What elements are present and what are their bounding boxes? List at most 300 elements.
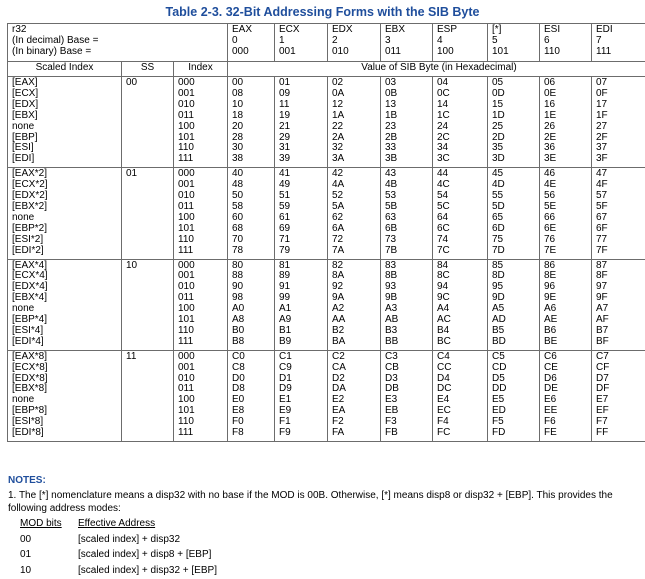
- sib-hex-value: 23: [385, 120, 397, 132]
- col-value-header: Value of SIB Byte (in Hexadecimal): [228, 62, 645, 77]
- scaled-index-value: [EBP*4]: [12, 314, 48, 326]
- base-header-0: [228, 24, 275, 62]
- sib-value-cell: [540, 259, 592, 350]
- sib-hex-value: C4: [437, 350, 450, 362]
- sib-hex-value: 33: [385, 142, 397, 154]
- sib-hex-value: F6: [544, 416, 556, 428]
- scaled-index-value: [EDI*4]: [12, 335, 44, 347]
- index-value: 110: [178, 324, 194, 336]
- base-reg: ESP: [437, 24, 458, 35]
- sib-hex-value: 3E: [544, 153, 557, 165]
- sib-hex-value: 5E: [544, 200, 557, 212]
- ss-cell: [122, 259, 174, 350]
- note-1: 1. The [*] nomenclature means a disp32 with no base if the MOD is 00B. Otherwise, [*] means disp8 or disp32 + [EBP]. This provides the following address modes:: [8, 490, 613, 514]
- base-dec: 7: [596, 34, 602, 46]
- scaled-index-value: [ECX*4]: [12, 270, 48, 282]
- notes-heading: NOTES:: [8, 475, 46, 486]
- sib-hex-value: D7: [596, 372, 609, 384]
- scaled-index-value: [EDI*2]: [12, 244, 44, 256]
- base-header-1: [275, 24, 328, 62]
- scaled-index-value: [ECX*2]: [12, 179, 48, 191]
- sib-hex-value: 0E: [544, 87, 557, 99]
- scaled-index-value: [EAX*2]: [12, 168, 48, 180]
- scaled-index-cell: [8, 77, 122, 168]
- sib-value-cell: [328, 77, 381, 168]
- sib-value-cell: [228, 350, 275, 441]
- sib-hex-value: AE: [544, 314, 558, 326]
- sib-hex-value: 73: [385, 233, 397, 245]
- sib-hex-value: 82: [332, 259, 344, 271]
- sib-hex-value: B2: [332, 324, 345, 336]
- sib-value-cell: [381, 77, 433, 168]
- sib-hex-value: 8F: [596, 270, 608, 282]
- sib-hex-value: 9A: [332, 292, 345, 304]
- sib-hex-value: 10: [232, 98, 244, 110]
- sib-hex-value: 80: [232, 259, 244, 271]
- sib-hex-value: 00: [232, 77, 244, 88]
- index-value: 011: [178, 383, 194, 395]
- sib-hex-value: B9: [279, 335, 292, 347]
- sib-hex-value: C2: [332, 350, 345, 362]
- sib-hex-value: 4B: [385, 179, 398, 191]
- sib-hex-value: 3C: [437, 153, 450, 165]
- sib-hex-value: 45: [492, 168, 504, 180]
- sib-hex-value: 1F: [596, 109, 608, 121]
- sib-hex-value: 47: [596, 168, 608, 180]
- sib-hex-value: 1C: [437, 109, 450, 121]
- sib-hex-value: E5: [492, 394, 505, 406]
- sib-hex-value: 60: [232, 211, 244, 223]
- ss-cell: [122, 168, 174, 259]
- sib-hex-value: 19: [279, 109, 291, 121]
- sib-hex-value: B7: [596, 324, 609, 336]
- sib-hex-value: 5A: [332, 200, 345, 212]
- sib-hex-value: 9D: [492, 292, 505, 304]
- sib-hex-value: 2B: [385, 131, 398, 143]
- sib-hex-value: 3F: [596, 153, 608, 165]
- sib-hex-value: D4: [437, 372, 450, 384]
- scaled-index-cell: [8, 350, 122, 441]
- sib-hex-value: F7: [596, 416, 608, 428]
- sib-hex-value: 83: [385, 259, 397, 271]
- sib-hex-value: EB: [385, 405, 399, 417]
- header-label-binary: (In binary) Base =: [12, 45, 92, 57]
- sib-hex-value: 25: [492, 120, 504, 132]
- sib-hex-value: 77: [596, 233, 608, 245]
- sib-value-cell: [433, 350, 488, 441]
- ss-block-row: [8, 350, 645, 441]
- sib-hex-value: 7C: [437, 244, 450, 256]
- scaled-index-cell: [8, 259, 122, 350]
- sib-hex-value: E7: [596, 394, 609, 406]
- sib-hex-value: E9: [279, 405, 292, 417]
- col-index-header: Index: [174, 62, 228, 77]
- sib-hex-value: 90: [232, 281, 244, 293]
- index-value: 100: [178, 394, 195, 406]
- scaled-index-value: [EBP]: [12, 131, 38, 143]
- sib-hex-value: 7D: [492, 244, 505, 256]
- sib-hex-value: DD: [492, 383, 507, 395]
- scaled-index-value: [ECX*8]: [12, 361, 48, 373]
- index-value: 010: [178, 372, 195, 384]
- sib-hex-value: 22: [332, 120, 344, 132]
- index-value: 111: [178, 153, 194, 165]
- sib-hex-value: AB: [385, 314, 399, 326]
- index-value: 011: [178, 292, 194, 304]
- sib-value-cell: [592, 168, 645, 259]
- index-value: 100: [178, 120, 195, 132]
- sib-hex-value: AF: [596, 314, 609, 326]
- sib-hex-value: 32: [332, 142, 344, 154]
- sib-hex-value: C5: [492, 350, 505, 362]
- sib-hex-value: 9C: [437, 292, 450, 304]
- sib-hex-value: E1: [279, 394, 292, 406]
- sib-hex-value: DF: [596, 383, 610, 395]
- sib-value-cell: [592, 259, 645, 350]
- sib-value-cell: [540, 168, 592, 259]
- index-value: 100: [178, 211, 195, 223]
- sib-value-cell: [381, 259, 433, 350]
- sib-hex-value: 09: [279, 87, 291, 99]
- sib-hex-value: 65: [492, 211, 504, 223]
- base-reg: ESI: [544, 24, 561, 35]
- index-value: 011: [178, 109, 194, 121]
- scaled-index-value: [EBX*2]: [12, 200, 48, 212]
- base-bin: 010: [332, 45, 349, 57]
- sib-hex-value: 6C: [437, 222, 450, 234]
- sib-hex-value: 6B: [385, 222, 398, 234]
- sib-hex-value: 9E: [544, 292, 557, 304]
- sib-hex-value: 1B: [385, 109, 398, 121]
- scaled-index-value: [EAX*8]: [12, 350, 48, 362]
- sib-hex-value: FA: [332, 427, 345, 439]
- sib-hex-value: BF: [596, 335, 609, 347]
- index-value: 000: [178, 77, 195, 88]
- sib-hex-value: CD: [492, 361, 507, 373]
- base-reg: EAX: [232, 24, 253, 35]
- sib-hex-value: F5: [492, 416, 504, 428]
- sib-hex-value: 07: [596, 77, 608, 88]
- sib-value-cell: [228, 77, 275, 168]
- index-value: 111: [178, 244, 194, 256]
- sib-hex-value: 66: [544, 211, 556, 223]
- sib-hex-value: 20: [232, 120, 244, 132]
- sib-hex-value: 64: [437, 211, 449, 223]
- scaled-index-value: [EDX*8]: [12, 372, 48, 384]
- sib-hex-value: 9F: [596, 292, 608, 304]
- sib-hex-value: 6D: [492, 222, 505, 234]
- sib-hex-value: DA: [332, 383, 346, 395]
- mod-table-header: [20, 516, 217, 532]
- sib-hex-value: 8C: [437, 270, 450, 282]
- sib-hex-value: A2: [332, 303, 345, 315]
- base-reg: [*]: [492, 24, 502, 35]
- sib-hex-value: D8: [232, 383, 245, 395]
- index-value: 010: [178, 190, 195, 202]
- sib-hex-value: 4E: [544, 179, 557, 191]
- sib-hex-value: 86: [544, 259, 556, 271]
- sib-hex-value: 2A: [332, 131, 345, 143]
- index-value: 101: [178, 314, 195, 326]
- index-cell: [174, 259, 228, 350]
- sib-hex-value: 17: [596, 98, 608, 110]
- sib-hex-value: A1: [279, 303, 292, 315]
- sib-hex-value: 5B: [385, 200, 398, 212]
- sib-hex-value: 31: [279, 142, 291, 154]
- base-reg: EDI: [596, 24, 613, 35]
- base-bin: 111: [596, 45, 612, 57]
- sib-hex-value: 51: [279, 190, 291, 202]
- sib-hex-value: 6F: [596, 222, 608, 234]
- sib-hex-value: B0: [232, 324, 245, 336]
- sib-hex-value: 55: [492, 190, 504, 202]
- sib-hex-value: A0: [232, 303, 245, 315]
- scaled-index-value: none: [12, 120, 35, 132]
- sib-hex-value: 4D: [492, 179, 505, 191]
- sib-hex-value: B6: [544, 324, 557, 336]
- sib-hex-value: 03: [385, 77, 397, 88]
- mod-bits: 10: [20, 564, 32, 576]
- index-value: 010: [178, 281, 195, 293]
- sib-hex-value: 16: [544, 98, 556, 110]
- sib-hex-value: 37: [596, 142, 608, 154]
- sib-hex-value: 11: [279, 98, 290, 110]
- index-cell: [174, 77, 228, 168]
- sib-hex-value: 34: [437, 142, 449, 154]
- sib-hex-value: 84: [437, 259, 449, 271]
- sib-hex-value: 78: [232, 244, 244, 256]
- sib-hex-value: BC: [437, 335, 451, 347]
- sib-value-cell: [592, 77, 645, 168]
- sib-value-cell: [328, 350, 381, 441]
- sib-hex-value: E3: [385, 394, 398, 406]
- sib-hex-value: 75: [492, 233, 504, 245]
- index-value: 010: [178, 98, 195, 110]
- sib-hex-value: CB: [385, 361, 399, 373]
- sib-hex-value: FD: [492, 427, 506, 439]
- sib-hex-value: 70: [232, 233, 244, 245]
- sib-hex-value: 29: [279, 131, 291, 143]
- sib-hex-value: AA: [332, 314, 346, 326]
- sib-hex-value: 27: [596, 120, 608, 132]
- mod-row: [20, 532, 217, 548]
- sib-hex-value: A5: [492, 303, 505, 315]
- sib-hex-value: DB: [385, 383, 399, 395]
- sib-hex-value: 59: [279, 200, 291, 212]
- sib-hex-value: 76: [544, 233, 556, 245]
- sib-hex-value: 46: [544, 168, 556, 180]
- scaled-index-value: [EDX]: [12, 98, 39, 110]
- sib-hex-value: DC: [437, 383, 452, 395]
- sib-hex-value: 94: [437, 281, 449, 293]
- sib-hex-value: E8: [232, 405, 245, 417]
- sib-hex-value: 97: [596, 281, 608, 293]
- base-dec: 5: [492, 34, 498, 46]
- index-value: 001: [178, 179, 195, 191]
- sib-hex-value: CC: [437, 361, 452, 373]
- effective-address-header: Effective Address: [78, 518, 156, 529]
- sib-hex-value: E0: [232, 394, 245, 406]
- index-value: 100: [178, 303, 195, 315]
- sib-hex-value: 1A: [332, 109, 345, 121]
- sib-hex-value: EF: [596, 405, 609, 417]
- sib-hex-value: 68: [232, 222, 244, 234]
- scaled-index-value: none: [12, 303, 35, 315]
- col-scaled-index-header: Scaled Index: [8, 62, 122, 77]
- sib-hex-value: E2: [332, 394, 345, 406]
- sib-hex-value: 50: [232, 190, 244, 202]
- sib-hex-value: 12: [332, 98, 344, 110]
- scaled-index-value: [ESI*4]: [12, 324, 44, 336]
- sib-hex-value: 63: [385, 211, 397, 223]
- sib-hex-value: 98: [232, 292, 244, 304]
- sib-hex-value: 05: [492, 77, 504, 88]
- sib-hex-value: FE: [544, 427, 557, 439]
- base-reg: ECX: [279, 24, 300, 35]
- mod-row: [20, 547, 217, 563]
- sib-hex-value: B5: [492, 324, 505, 336]
- sib-value-cell: [275, 259, 328, 350]
- sib-hex-value: 13: [385, 98, 397, 110]
- mod-bits: 01: [20, 549, 32, 560]
- sib-hex-value: 44: [437, 168, 449, 180]
- base-bin: 001: [279, 45, 296, 57]
- sib-hex-value: D3: [385, 372, 398, 384]
- sib-hex-value: 54: [437, 190, 449, 202]
- column-header-row: [8, 62, 645, 77]
- sib-hex-value: 6E: [544, 222, 557, 234]
- scaled-index-value: [ESI]: [12, 142, 34, 154]
- index-value: 111: [178, 427, 194, 439]
- sib-hex-value: 30: [232, 142, 244, 154]
- index-value: 101: [178, 222, 195, 234]
- scaled-index-value: [EDX*4]: [12, 281, 48, 293]
- sib-hex-value: EC: [437, 405, 451, 417]
- effective-address: [scaled index] + disp8 + [EBP]: [78, 549, 212, 560]
- sib-hex-value: F1: [279, 416, 291, 428]
- base-header-7: [592, 24, 645, 62]
- sib-value-cell: [433, 77, 488, 168]
- sib-hex-value: 28: [232, 131, 244, 143]
- sib-hex-value: 41: [279, 168, 291, 180]
- index-cell: [174, 168, 228, 259]
- sib-hex-value: 0A: [332, 87, 345, 99]
- ss-block-row: [8, 77, 645, 168]
- sib-hex-value: 53: [385, 190, 397, 202]
- sib-hex-value: D1: [279, 372, 292, 384]
- sib-hex-value: 95: [492, 281, 504, 293]
- sib-hex-value: FC: [437, 427, 451, 439]
- sib-hex-value: 93: [385, 281, 397, 293]
- sib-hex-value: 39: [279, 153, 291, 165]
- sib-hex-value: 72: [332, 233, 344, 245]
- scaled-index-value: [EBP*8]: [12, 405, 48, 417]
- base-dec: 0: [232, 34, 238, 46]
- sib-hex-value: D9: [279, 383, 292, 395]
- sib-hex-value: 3B: [385, 153, 398, 165]
- index-value: 101: [178, 131, 195, 143]
- sib-hex-value: F8: [232, 427, 244, 439]
- sib-hex-value: 8D: [492, 270, 505, 282]
- header-label-decimal: (In decimal) Base =: [12, 34, 99, 46]
- sib-hex-value: 8A: [332, 270, 345, 282]
- sib-hex-value: A7: [596, 303, 609, 315]
- scaled-index-value: none: [12, 211, 35, 223]
- sib-hex-value: F9: [279, 427, 291, 439]
- sib-hex-value: 7E: [544, 244, 557, 256]
- sib-hex-value: 0B: [385, 87, 398, 99]
- base-header-4: [433, 24, 488, 62]
- sib-hex-value: 38: [232, 153, 244, 165]
- sib-hex-value: C8: [232, 361, 245, 373]
- sib-value-cell: [488, 350, 540, 441]
- sib-hex-value: B1: [279, 324, 292, 336]
- sib-hex-value: A9: [279, 314, 292, 326]
- sib-value-cell: [381, 350, 433, 441]
- scaled-index-value: [EDI]: [12, 153, 35, 165]
- sib-hex-value: 7B: [385, 244, 398, 256]
- sib-hex-value: 5D: [492, 200, 505, 212]
- sib-hex-value: 87: [596, 259, 608, 271]
- mod-bits: 00: [20, 533, 32, 545]
- index-value: 000: [178, 168, 195, 180]
- mod-row: [20, 563, 217, 579]
- sib-hex-value: 2D: [492, 131, 505, 143]
- sib-hex-value: FB: [385, 427, 398, 439]
- sib-hex-value: 2F: [596, 131, 608, 143]
- sib-hex-value: EA: [332, 405, 346, 417]
- base-dec: 3: [385, 34, 391, 46]
- sib-hex-value: 0C: [437, 87, 450, 99]
- sib-hex-value: 9B: [385, 292, 398, 304]
- sib-hex-value: 7A: [332, 244, 345, 256]
- sib-hex-value: 99: [279, 292, 291, 304]
- ss-cell: [122, 77, 174, 168]
- base-reg: EBX: [385, 24, 406, 35]
- ss-block-row: [8, 168, 645, 259]
- sib-value-cell: [433, 259, 488, 350]
- header-label-r32: r32: [12, 24, 27, 35]
- sib-hex-value: CF: [596, 361, 610, 373]
- sib-hex-value: BA: [332, 335, 346, 347]
- sib-hex-value: 4C: [437, 179, 450, 191]
- base-bin: 110: [544, 45, 560, 57]
- sib-value-cell: [328, 259, 381, 350]
- sib-hex-value: 79: [279, 244, 291, 256]
- base-header-3: [381, 24, 433, 62]
- notes-section: [8, 474, 46, 487]
- scaled-index-value: [EBX]: [12, 109, 38, 121]
- sib-hex-value: 08: [232, 87, 244, 99]
- sib-hex-value: D6: [544, 372, 557, 384]
- index-value: 000: [178, 350, 195, 362]
- sib-hex-value: B8: [232, 335, 245, 347]
- scaled-index-value: [ECX]: [12, 87, 39, 99]
- sib-hex-value: ED: [492, 405, 506, 417]
- sib-table: [7, 23, 645, 442]
- sib-hex-value: F2: [332, 416, 344, 428]
- sib-hex-value: 02: [332, 77, 344, 88]
- sib-hex-value: 26: [544, 120, 556, 132]
- header-row: [8, 24, 645, 62]
- sib-hex-value: 15: [492, 98, 504, 110]
- scaled-index-value: [EDX*2]: [12, 190, 48, 202]
- index-value: 001: [178, 270, 195, 282]
- sib-value-cell: [228, 259, 275, 350]
- sib-hex-value: C0: [232, 350, 245, 362]
- sib-hex-value: 0F: [596, 87, 608, 99]
- sib-hex-value: 21: [279, 120, 291, 132]
